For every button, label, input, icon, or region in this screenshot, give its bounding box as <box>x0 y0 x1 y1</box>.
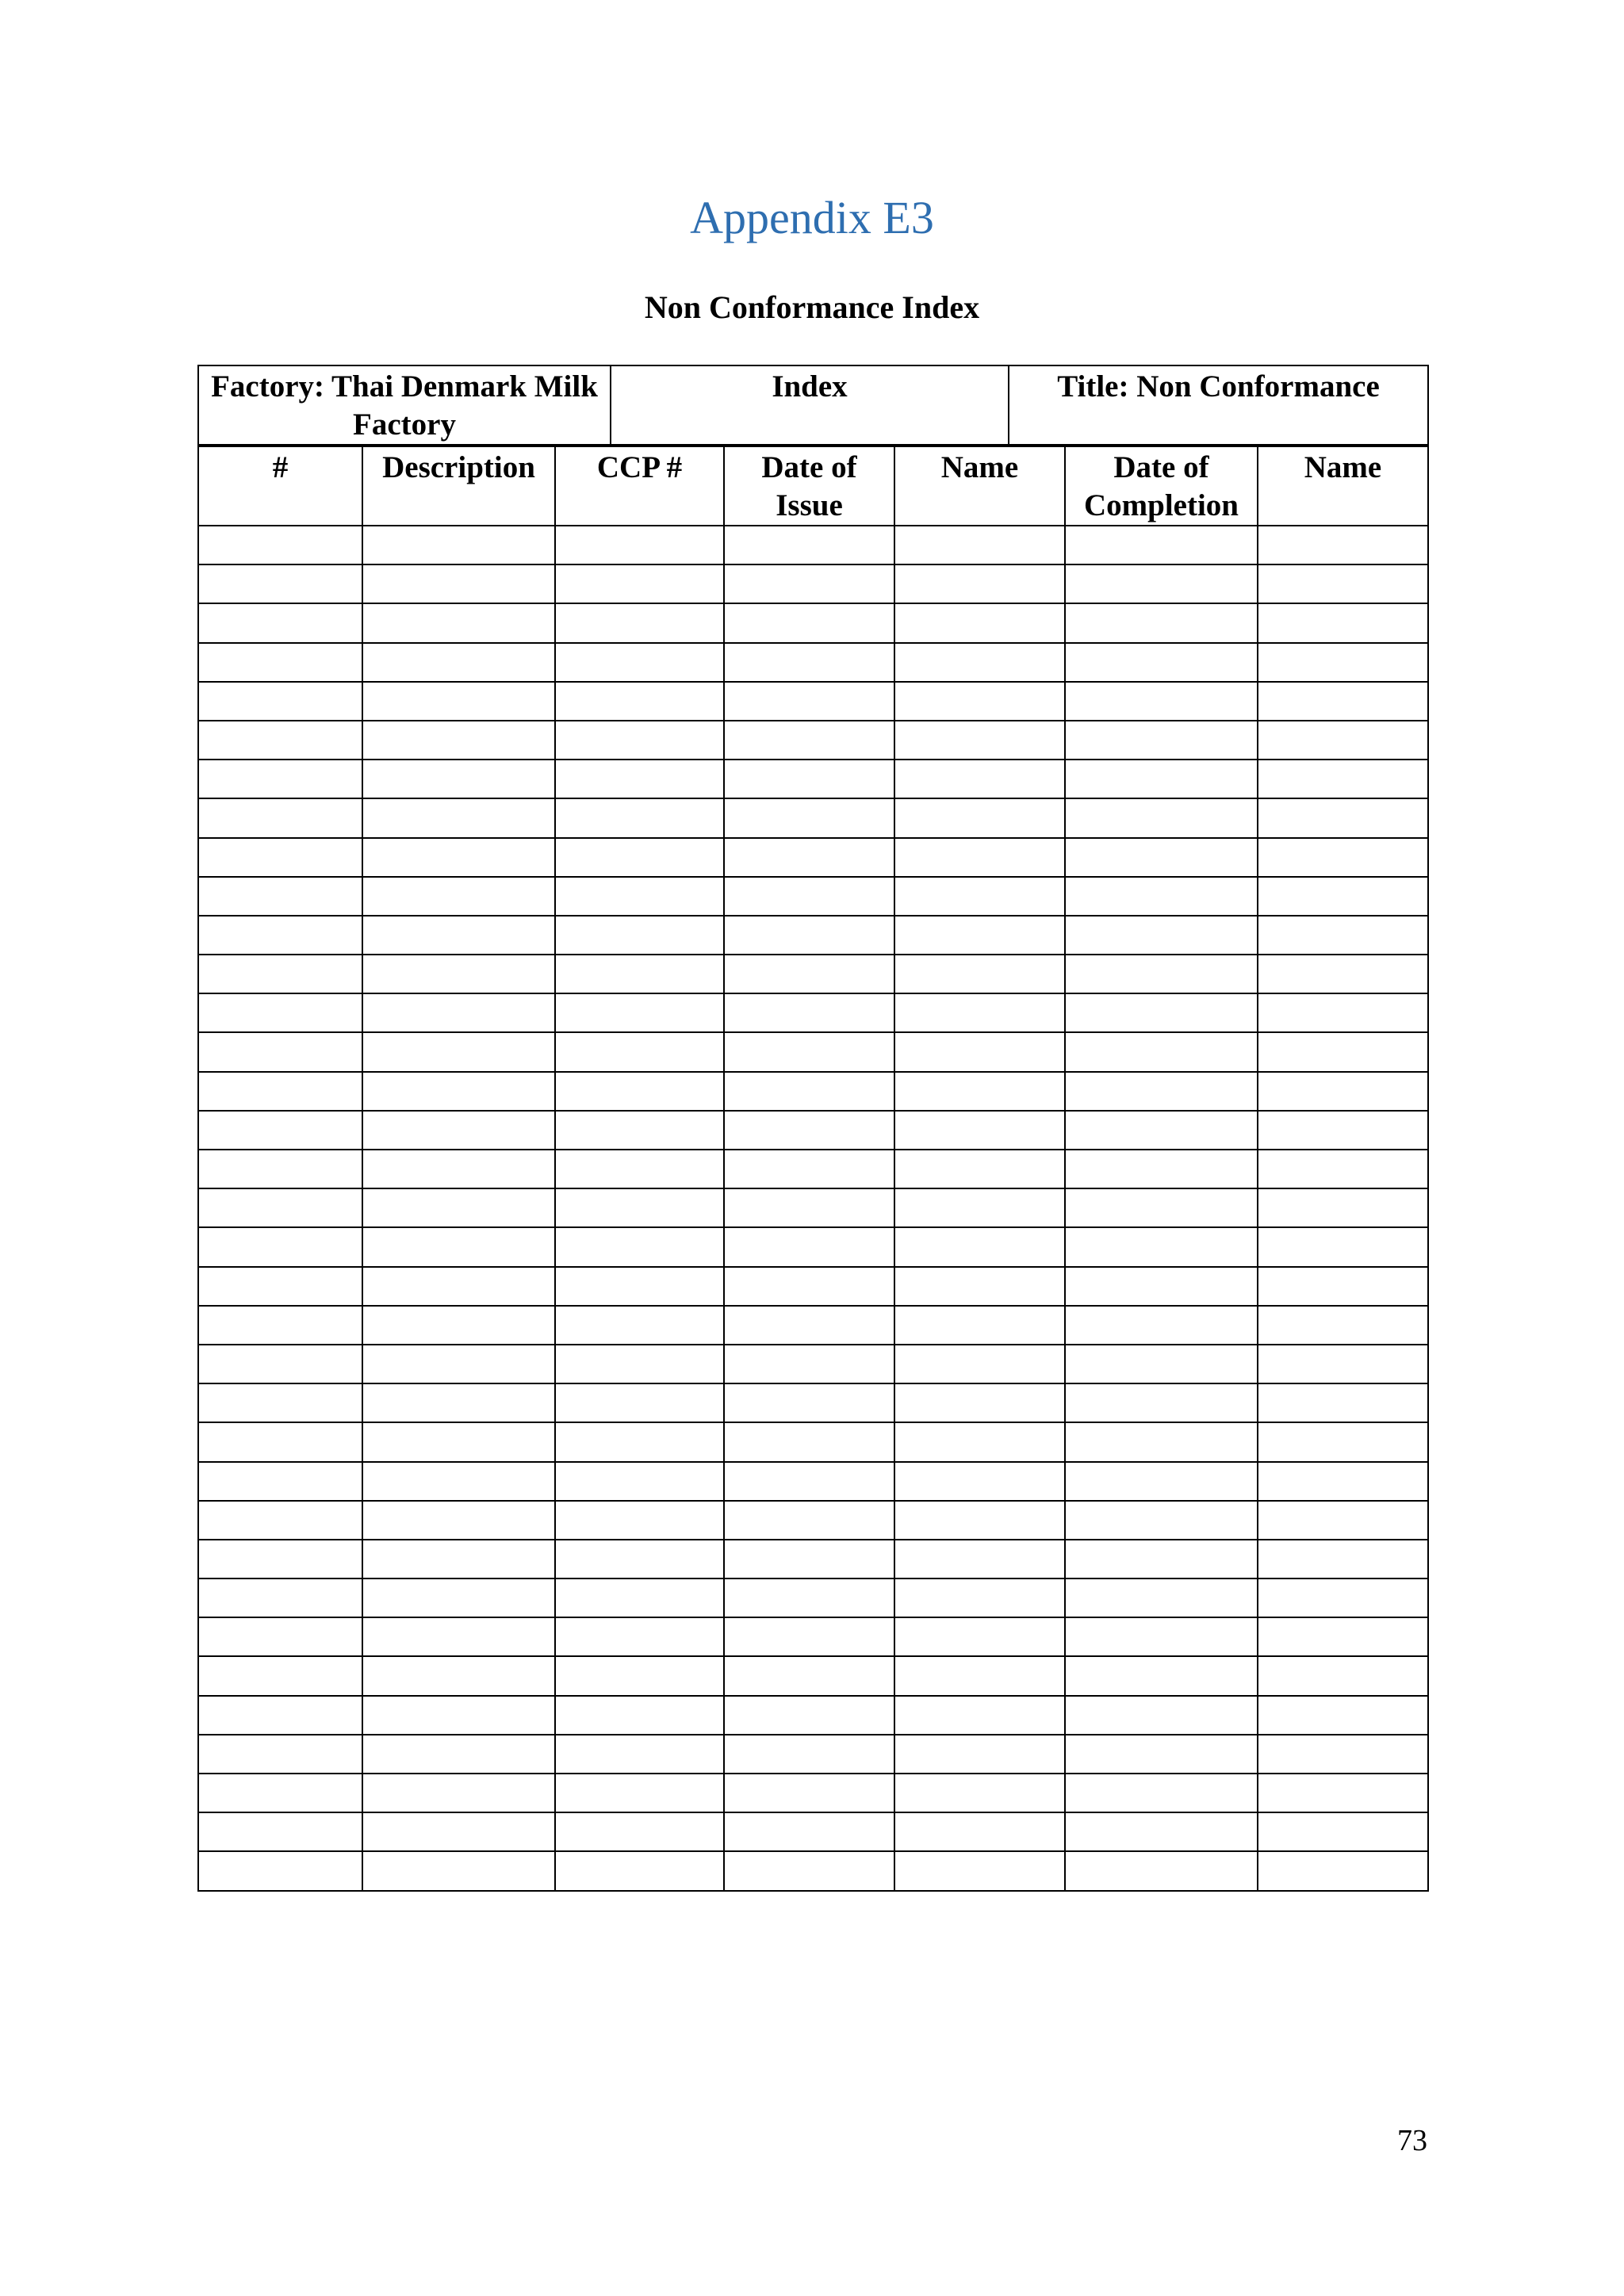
table-row <box>198 721 1428 760</box>
date-of-issue-cell[interactable] <box>724 1735 894 1774</box>
column-header-row <box>198 446 1428 526</box>
table-row <box>198 1306 1428 1345</box>
ccp-cell[interactable] <box>555 1696 724 1735</box>
ccp-cell[interactable] <box>555 1540 724 1578</box>
date-of-completion-cell[interactable] <box>1065 1422 1258 1461</box>
table-row <box>198 1578 1428 1617</box>
column-header-date-of-completion: Date of Completion <box>1065 446 1258 526</box>
ccp-cell[interactable] <box>555 1812 724 1851</box>
date-of-completion-cell[interactable] <box>1065 1617 1258 1656</box>
date-of-issue-cell[interactable] <box>724 1188 894 1227</box>
issue-name-cell[interactable] <box>894 1150 1065 1188</box>
date-of-completion-cell[interactable] <box>1065 1656 1258 1695</box>
issue-name-cell[interactable] <box>894 1617 1065 1656</box>
ccp-cell[interactable] <box>555 643 724 682</box>
description-cell[interactable] <box>362 877 555 916</box>
date-of-completion-cell[interactable] <box>1065 1032 1258 1071</box>
table-row <box>198 1735 1428 1774</box>
table-row <box>198 1227 1428 1266</box>
completion-name-cell[interactable] <box>1258 760 1428 798</box>
completion-name-cell[interactable] <box>1258 1617 1428 1656</box>
date-of-issue-cell[interactable] <box>724 603 894 642</box>
date-of-completion-cell[interactable] <box>1065 1774 1258 1812</box>
date-of-issue-cell[interactable] <box>724 1851 894 1890</box>
completion-name-cell[interactable] <box>1258 1422 1428 1461</box>
number-cell[interactable] <box>198 877 362 916</box>
date-of-issue-cell[interactable] <box>724 1267 894 1306</box>
date-of-issue-cell[interactable] <box>724 1696 894 1735</box>
description-cell[interactable] <box>362 1501 555 1540</box>
table-row <box>198 1696 1428 1735</box>
table-row <box>198 1851 1428 1890</box>
issue-name-cell[interactable] <box>894 1851 1065 1890</box>
date-of-issue-cell[interactable] <box>724 955 894 993</box>
ccp-cell[interactable] <box>555 877 724 916</box>
date-of-completion-cell[interactable] <box>1065 1540 1258 1578</box>
number-cell[interactable] <box>198 643 362 682</box>
ccp-cell[interactable] <box>555 838 724 877</box>
issue-name-cell[interactable] <box>894 526 1065 564</box>
ccp-cell[interactable] <box>555 955 724 993</box>
description-cell[interactable] <box>362 1150 555 1188</box>
description-cell[interactable] <box>362 1812 555 1851</box>
ccp-cell[interactable] <box>555 1578 724 1617</box>
date-of-completion-cell[interactable] <box>1065 1072 1258 1111</box>
number-cell[interactable] <box>198 798 362 837</box>
date-of-completion-cell[interactable] <box>1065 526 1258 564</box>
date-of-completion-cell[interactable] <box>1065 1735 1258 1774</box>
completion-name-cell[interactable] <box>1258 1227 1428 1266</box>
date-of-completion-cell[interactable] <box>1065 1111 1258 1150</box>
ccp-cell[interactable] <box>555 526 724 564</box>
number-cell[interactable] <box>198 1540 362 1578</box>
date-of-completion-cell[interactable] <box>1065 1267 1258 1306</box>
issue-name-cell[interactable] <box>894 1735 1065 1774</box>
number-cell[interactable] <box>198 1422 362 1461</box>
issue-name-cell[interactable] <box>894 1578 1065 1617</box>
description-cell[interactable] <box>362 955 555 993</box>
page-title: Appendix E3 <box>690 192 934 243</box>
issue-name-cell[interactable] <box>894 721 1065 760</box>
date-of-completion-cell[interactable] <box>1065 1306 1258 1345</box>
completion-name-cell[interactable] <box>1258 1462 1428 1501</box>
number-cell[interactable] <box>198 682 362 721</box>
description-cell[interactable] <box>362 1774 555 1812</box>
table-row <box>198 1617 1428 1656</box>
date-of-issue-cell[interactable] <box>724 1578 894 1617</box>
date-of-completion-cell[interactable] <box>1065 1696 1258 1735</box>
description-cell[interactable] <box>362 1656 555 1695</box>
table-row <box>198 877 1428 916</box>
number-cell[interactable] <box>198 1462 362 1501</box>
description-cell[interactable] <box>362 643 555 682</box>
date-of-issue-cell[interactable] <box>724 1150 894 1188</box>
description-cell[interactable] <box>362 1032 555 1071</box>
number-cell[interactable] <box>198 1812 362 1851</box>
description-cell[interactable] <box>362 993 555 1032</box>
issue-name-cell[interactable] <box>894 838 1065 877</box>
date-of-issue-cell[interactable] <box>724 916 894 955</box>
ccp-cell[interactable] <box>555 1111 724 1150</box>
date-of-completion-cell[interactable] <box>1065 1150 1258 1188</box>
number-cell[interactable] <box>198 564 362 603</box>
ccp-cell[interactable] <box>555 1735 724 1774</box>
table-row <box>198 1774 1428 1812</box>
issue-name-cell[interactable] <box>894 1072 1065 1111</box>
issue-name-cell[interactable] <box>894 564 1065 603</box>
ccp-cell[interactable] <box>555 564 724 603</box>
completion-name-cell[interactable] <box>1258 1072 1428 1111</box>
issue-name-cell[interactable] <box>894 916 1065 955</box>
number-cell[interactable] <box>198 838 362 877</box>
description-cell[interactable] <box>362 1617 555 1656</box>
issue-name-cell[interactable] <box>894 1462 1065 1501</box>
ccp-cell[interactable] <box>555 1188 724 1227</box>
date-of-issue-cell[interactable] <box>724 798 894 837</box>
ccp-cell[interactable] <box>555 1501 724 1540</box>
completion-name-cell[interactable] <box>1258 1696 1428 1735</box>
date-of-issue-cell[interactable] <box>724 1227 894 1266</box>
non-conformance-form <box>197 365 1427 1892</box>
date-of-issue-cell[interactable] <box>724 1306 894 1345</box>
completion-name-cell[interactable] <box>1258 1306 1428 1345</box>
ccp-cell[interactable] <box>555 603 724 642</box>
completion-name-cell[interactable] <box>1258 1851 1428 1890</box>
completion-name-cell[interactable] <box>1258 1150 1428 1188</box>
description-cell[interactable] <box>362 1851 555 1890</box>
completion-name-cell[interactable] <box>1258 1501 1428 1540</box>
issue-name-cell[interactable] <box>894 1696 1065 1735</box>
table-row <box>198 838 1428 877</box>
date-of-completion-cell[interactable] <box>1065 603 1258 642</box>
ccp-cell[interactable] <box>555 1227 724 1266</box>
completion-name-cell[interactable] <box>1258 1656 1428 1695</box>
ccp-cell[interactable] <box>555 993 724 1032</box>
number-cell[interactable] <box>198 721 362 760</box>
ccp-cell[interactable] <box>555 721 724 760</box>
description-cell[interactable] <box>362 1383 555 1422</box>
date-of-completion-cell[interactable] <box>1065 916 1258 955</box>
number-cell[interactable] <box>198 916 362 955</box>
date-of-issue-cell[interactable] <box>724 1540 894 1578</box>
date-of-issue-cell[interactable] <box>724 1345 894 1383</box>
date-of-completion-cell[interactable] <box>1065 1462 1258 1501</box>
table-row <box>198 1383 1428 1422</box>
ccp-cell[interactable] <box>555 1306 724 1345</box>
number-cell[interactable] <box>198 955 362 993</box>
column-header-date-of-issue: Date of Issue <box>724 446 894 526</box>
description-cell[interactable] <box>362 526 555 564</box>
date-of-issue-cell[interactable] <box>724 1072 894 1111</box>
description-cell[interactable] <box>362 721 555 760</box>
column-header-description: Description <box>362 446 555 526</box>
ccp-cell[interactable] <box>555 1267 724 1306</box>
completion-name-cell[interactable] <box>1258 1578 1428 1617</box>
date-of-completion-cell[interactable] <box>1065 1188 1258 1227</box>
date-of-issue-cell[interactable] <box>724 1422 894 1461</box>
description-cell[interactable] <box>362 1696 555 1735</box>
ccp-cell[interactable] <box>555 760 724 798</box>
completion-name-cell[interactable] <box>1258 603 1428 642</box>
ccp-cell[interactable] <box>555 1656 724 1695</box>
column-header-completion-name: Name <box>1258 446 1428 526</box>
description-cell[interactable] <box>362 603 555 642</box>
completion-name-cell[interactable] <box>1258 1188 1428 1227</box>
description-cell[interactable] <box>362 682 555 721</box>
date-of-issue-cell[interactable] <box>724 1501 894 1540</box>
page-number: 73 <box>1397 2124 1427 2157</box>
column-header-issue-name: Name <box>894 446 1065 526</box>
table-row <box>198 955 1428 993</box>
date-of-issue-cell[interactable] <box>724 1111 894 1150</box>
number-cell[interactable] <box>198 1578 362 1617</box>
number-cell[interactable] <box>198 1735 362 1774</box>
issue-name-cell[interactable] <box>894 1188 1065 1227</box>
description-cell[interactable] <box>362 1578 555 1617</box>
completion-name-cell[interactable] <box>1258 1812 1428 1851</box>
date-of-issue-cell[interactable] <box>724 1383 894 1422</box>
table-row <box>198 993 1428 1032</box>
completion-name-cell[interactable] <box>1258 1774 1428 1812</box>
issue-name-cell[interactable] <box>894 993 1065 1032</box>
table-row <box>198 526 1428 564</box>
table-row <box>198 1540 1428 1578</box>
completion-name-cell[interactable] <box>1258 643 1428 682</box>
date-of-issue-cell[interactable] <box>724 877 894 916</box>
issue-name-cell[interactable] <box>894 877 1065 916</box>
date-of-completion-cell[interactable] <box>1065 993 1258 1032</box>
completion-name-cell[interactable] <box>1258 1383 1428 1422</box>
ccp-cell[interactable] <box>555 916 724 955</box>
date-of-issue-cell[interactable] <box>724 1656 894 1695</box>
date-of-completion-cell[interactable] <box>1065 838 1258 877</box>
completion-name-cell[interactable] <box>1258 798 1428 837</box>
date-of-completion-cell[interactable] <box>1065 798 1258 837</box>
description-cell[interactable] <box>362 1422 555 1461</box>
table-row <box>198 1812 1428 1851</box>
issue-name-cell[interactable] <box>894 1422 1065 1461</box>
completion-name-cell[interactable] <box>1258 526 1428 564</box>
number-cell[interactable] <box>198 1501 362 1540</box>
number-cell[interactable] <box>198 1032 362 1071</box>
completion-name-cell[interactable] <box>1258 877 1428 916</box>
description-cell[interactable] <box>362 1267 555 1306</box>
number-cell[interactable] <box>198 1345 362 1383</box>
table-row <box>198 603 1428 642</box>
description-cell[interactable] <box>362 916 555 955</box>
table-row <box>198 1422 1428 1461</box>
number-cell[interactable] <box>198 993 362 1032</box>
ccp-cell[interactable] <box>555 1032 724 1071</box>
description-cell[interactable] <box>362 760 555 798</box>
table-row <box>198 1267 1428 1306</box>
number-cell[interactable] <box>198 1774 362 1812</box>
date-of-completion-cell[interactable] <box>1065 1345 1258 1383</box>
form-header-row <box>198 365 1428 445</box>
issue-name-cell[interactable] <box>894 1383 1065 1422</box>
number-cell[interactable] <box>198 1851 362 1890</box>
date-of-completion-cell[interactable] <box>1065 955 1258 993</box>
completion-name-cell[interactable] <box>1258 1735 1428 1774</box>
issue-name-cell[interactable] <box>894 1267 1065 1306</box>
completion-name-cell[interactable] <box>1258 955 1428 993</box>
issue-name-cell[interactable] <box>894 798 1065 837</box>
number-cell[interactable] <box>198 1150 362 1188</box>
issue-name-cell[interactable] <box>894 1812 1065 1851</box>
table-row <box>198 682 1428 721</box>
table-body <box>198 526 1428 1891</box>
date-of-issue-cell[interactable] <box>724 1617 894 1656</box>
issue-name-cell[interactable] <box>894 643 1065 682</box>
number-cell[interactable] <box>198 1188 362 1227</box>
number-cell[interactable] <box>198 1617 362 1656</box>
date-of-completion-cell[interactable] <box>1065 1578 1258 1617</box>
issue-name-cell[interactable] <box>894 1774 1065 1812</box>
ccp-cell[interactable] <box>555 1422 724 1461</box>
date-of-completion-cell[interactable] <box>1065 1851 1258 1890</box>
table-row <box>198 798 1428 837</box>
completion-name-cell[interactable] <box>1258 993 1428 1032</box>
completion-name-cell[interactable] <box>1258 721 1428 760</box>
number-cell[interactable] <box>198 1383 362 1422</box>
issue-name-cell[interactable] <box>894 1501 1065 1540</box>
number-cell[interactable] <box>198 1306 362 1345</box>
table-row <box>198 564 1428 603</box>
completion-name-cell[interactable] <box>1258 1267 1428 1306</box>
table-row <box>198 643 1428 682</box>
completion-name-cell[interactable] <box>1258 1111 1428 1150</box>
date-of-completion-cell[interactable] <box>1065 643 1258 682</box>
issue-name-cell[interactable] <box>894 760 1065 798</box>
description-cell[interactable] <box>362 564 555 603</box>
description-cell[interactable] <box>362 798 555 837</box>
issue-name-cell[interactable] <box>894 1227 1065 1266</box>
table-row <box>198 1188 1428 1227</box>
completion-name-cell[interactable] <box>1258 682 1428 721</box>
ccp-cell[interactable] <box>555 1072 724 1111</box>
table-row <box>198 1150 1428 1188</box>
issue-name-cell[interactable] <box>894 1111 1065 1150</box>
completion-name-cell[interactable] <box>1258 838 1428 877</box>
date-of-completion-cell[interactable] <box>1065 1227 1258 1266</box>
date-of-issue-cell[interactable] <box>724 526 894 564</box>
date-of-completion-cell[interactable] <box>1065 1812 1258 1851</box>
form-subtitle: Non Conformance Index <box>644 289 980 325</box>
date-of-issue-cell[interactable] <box>724 682 894 721</box>
issue-name-cell[interactable] <box>894 1656 1065 1695</box>
table-row <box>198 1462 1428 1501</box>
description-cell[interactable] <box>362 1227 555 1266</box>
issue-name-cell[interactable] <box>894 603 1065 642</box>
date-of-completion-cell[interactable] <box>1065 564 1258 603</box>
description-cell[interactable] <box>362 1072 555 1111</box>
ccp-cell[interactable] <box>555 1383 724 1422</box>
completion-name-cell[interactable] <box>1258 564 1428 603</box>
ccp-cell[interactable] <box>555 1462 724 1501</box>
ccp-cell[interactable] <box>555 1150 724 1188</box>
issue-name-cell[interactable] <box>894 1345 1065 1383</box>
date-of-issue-cell[interactable] <box>724 721 894 760</box>
ccp-cell[interactable] <box>555 1345 724 1383</box>
issue-name-cell[interactable] <box>894 955 1065 993</box>
table-row <box>198 1656 1428 1695</box>
description-cell[interactable] <box>362 1462 555 1501</box>
description-cell[interactable] <box>362 1735 555 1774</box>
ccp-cell[interactable] <box>555 682 724 721</box>
column-header-number: # <box>198 446 362 526</box>
factory-cell: Factory: Thai Denmark Milk Factory <box>198 365 611 445</box>
issue-name-cell[interactable] <box>894 1540 1065 1578</box>
issue-name-cell[interactable] <box>894 1032 1065 1071</box>
non-conformance-table <box>197 446 1429 1892</box>
description-cell[interactable] <box>362 1306 555 1345</box>
date-of-completion-cell[interactable] <box>1065 760 1258 798</box>
date-of-issue-cell[interactable] <box>724 1462 894 1501</box>
description-cell[interactable] <box>362 1111 555 1150</box>
table-row <box>198 1345 1428 1383</box>
date-of-issue-cell[interactable] <box>724 643 894 682</box>
number-cell[interactable] <box>198 1227 362 1266</box>
description-cell[interactable] <box>362 1188 555 1227</box>
date-of-issue-cell[interactable] <box>724 564 894 603</box>
date-of-completion-cell[interactable] <box>1065 721 1258 760</box>
date-of-completion-cell[interactable] <box>1065 1501 1258 1540</box>
date-of-issue-cell[interactable] <box>724 1774 894 1812</box>
date-of-completion-cell[interactable] <box>1065 877 1258 916</box>
ccp-cell[interactable] <box>555 798 724 837</box>
description-cell[interactable] <box>362 1345 555 1383</box>
number-cell[interactable] <box>198 1111 362 1150</box>
table-row <box>198 1501 1428 1540</box>
table-row <box>198 916 1428 955</box>
completion-name-cell[interactable] <box>1258 916 1428 955</box>
ccp-cell[interactable] <box>555 1617 724 1656</box>
form-header-table <box>197 365 1429 446</box>
table-row <box>198 1072 1428 1111</box>
date-of-issue-cell[interactable] <box>724 1032 894 1071</box>
issue-name-cell[interactable] <box>894 1306 1065 1345</box>
index-cell: Index <box>611 365 1009 445</box>
description-cell[interactable] <box>362 838 555 877</box>
number-cell[interactable] <box>198 526 362 564</box>
number-cell[interactable] <box>198 1267 362 1306</box>
date-of-completion-cell[interactable] <box>1065 682 1258 721</box>
date-of-completion-cell[interactable] <box>1065 1383 1258 1422</box>
number-cell[interactable] <box>198 1072 362 1111</box>
date-of-issue-cell[interactable] <box>724 760 894 798</box>
ccp-cell[interactable] <box>555 1851 724 1890</box>
number-cell[interactable] <box>198 1656 362 1695</box>
number-cell[interactable] <box>198 603 362 642</box>
completion-name-cell[interactable] <box>1258 1345 1428 1383</box>
date-of-issue-cell[interactable] <box>724 993 894 1032</box>
table-row <box>198 1111 1428 1150</box>
description-cell[interactable] <box>362 1540 555 1578</box>
ccp-cell[interactable] <box>555 1774 724 1812</box>
date-of-issue-cell[interactable] <box>724 838 894 877</box>
table-row <box>198 760 1428 798</box>
number-cell[interactable] <box>198 1696 362 1735</box>
date-of-issue-cell[interactable] <box>724 1812 894 1851</box>
column-header-ccp: CCP # <box>555 446 724 526</box>
title-cell: Title: Non Conformance <box>1009 365 1428 445</box>
issue-name-cell[interactable] <box>894 682 1065 721</box>
table-row <box>198 1032 1428 1071</box>
completion-name-cell[interactable] <box>1258 1032 1428 1071</box>
number-cell[interactable] <box>198 760 362 798</box>
completion-name-cell[interactable] <box>1258 1540 1428 1578</box>
